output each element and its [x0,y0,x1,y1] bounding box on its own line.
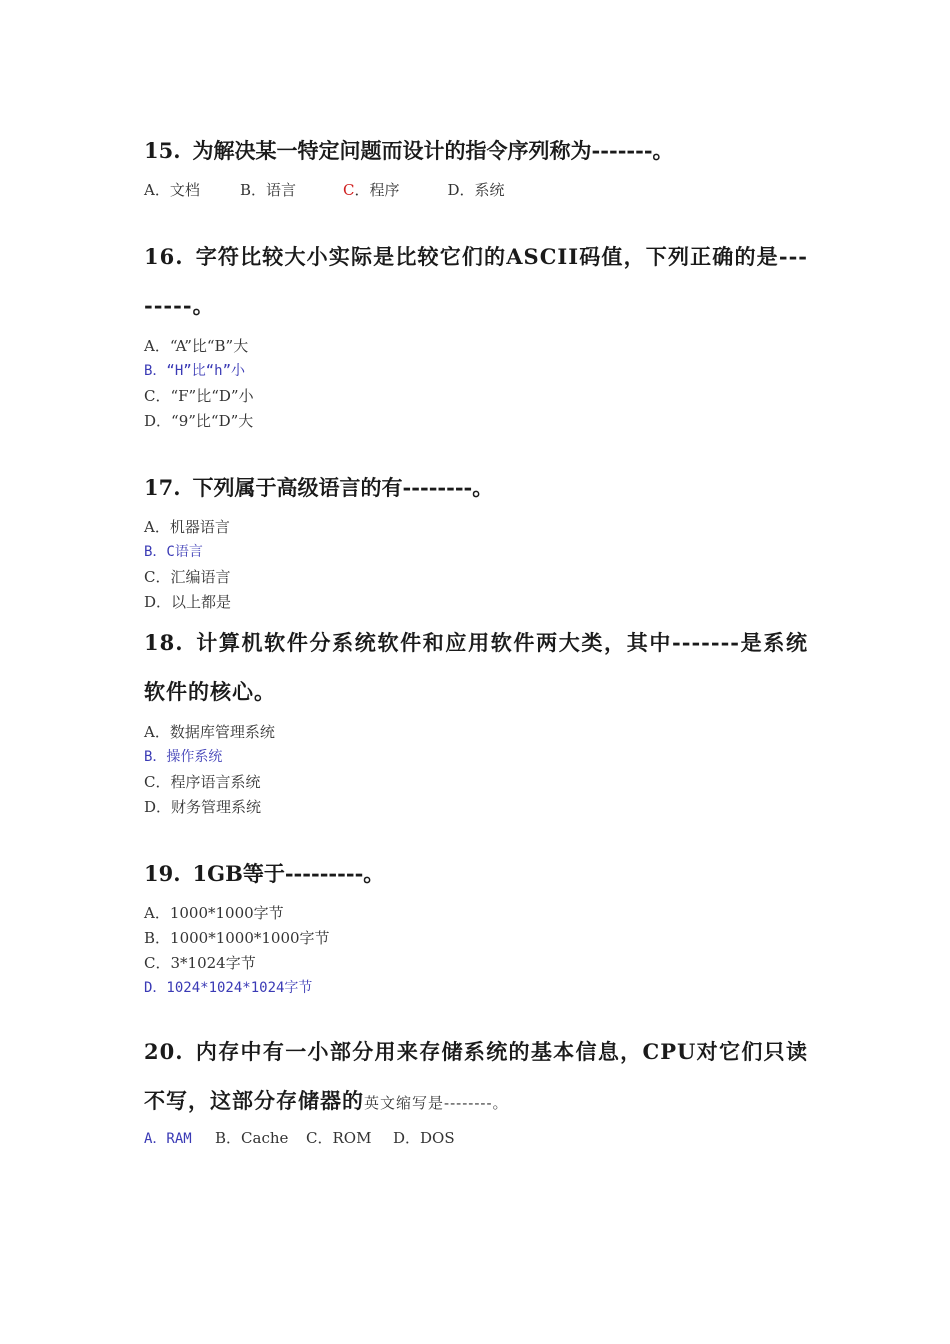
options-15 [144,178,505,203]
question-16 [144,232,808,330]
option-b[interactable]: B．1000*1000*1000字节 [144,929,330,947]
option-b-answer[interactable]: B．C语言 [144,544,203,560]
question-text: 内存中有一小部分用来存储系统的基本信息，CPU对它们只读不写，这部分存储器的 [144,1039,808,1113]
option-c[interactable]: C．程序语言系统 [144,773,261,791]
question-number: 18. [144,630,184,655]
option-d[interactable]: D．财务管理系统 [144,798,262,816]
question-18 [144,618,808,716]
option-b-answer[interactable]: B．操作系统 [144,749,223,765]
question-text: 字符比较大小实际是比较它们的ASCII码值，下列正确的是--------。 [144,244,808,318]
question-text: 为解决某一特定问题而设计的指令序列称为-------。 [192,138,674,163]
option-c[interactable]: C．汇编语言 [144,568,231,586]
option-d-answer[interactable]: D．1024*1024*1024字节 [144,980,313,996]
option-d[interactable]: D．DOS [393,1129,455,1147]
option-c-letter[interactable]: C [343,181,355,199]
options-16 [144,334,254,434]
question-20 [144,1027,808,1128]
option-d[interactable]: D．以上都是 [144,593,232,611]
option-d[interactable]: D．“9”比“D”大 [144,412,254,430]
option-a[interactable]: A．1000*1000字节 [144,904,284,922]
option-a[interactable]: A．“A”比“B”大 [144,337,249,355]
question-text: 1GB等于---------。 [192,861,385,886]
option-c[interactable]: ．程序 [354,181,400,199]
question-number: 15. [144,138,181,163]
option-b[interactable]: B．Cache [215,1129,289,1147]
question-15 [144,126,808,175]
question-text: 计算机软件分系统软件和应用软件两大类，其中-------是系统软件的核心。 [144,630,808,704]
option-c[interactable]: C．ROM [306,1129,372,1147]
option-b-answer[interactable]: B．“H”比“h”小 [144,363,246,379]
option-c[interactable]: C．“F”比“D”小 [144,387,254,405]
options-19 [144,901,330,1001]
option-a[interactable]: A．文档 [144,181,200,199]
option-a[interactable]: A．机器语言 [144,518,230,536]
options-18 [144,720,275,820]
option-d[interactable]: D．系统 [447,181,505,199]
options-20 [144,1126,455,1152]
question-number: 17. [144,475,181,500]
question-text-tail: 英文缩写是--------。 [364,1094,509,1112]
option-a-answer[interactable]: A．RAM [144,1131,192,1147]
option-c[interactable]: C．3*1024字节 [144,954,256,972]
question-text: 下列属于高级语言的有--------。 [192,475,494,500]
options-17 [144,515,231,615]
question-19 [144,849,808,898]
option-b[interactable]: B．语言 [240,181,297,199]
question-number: 20. [144,1039,184,1064]
question-number: 19. [144,861,181,886]
question-number: 16. [144,244,184,269]
option-a[interactable]: A．数据库管理系统 [144,723,275,741]
question-17 [144,463,808,512]
